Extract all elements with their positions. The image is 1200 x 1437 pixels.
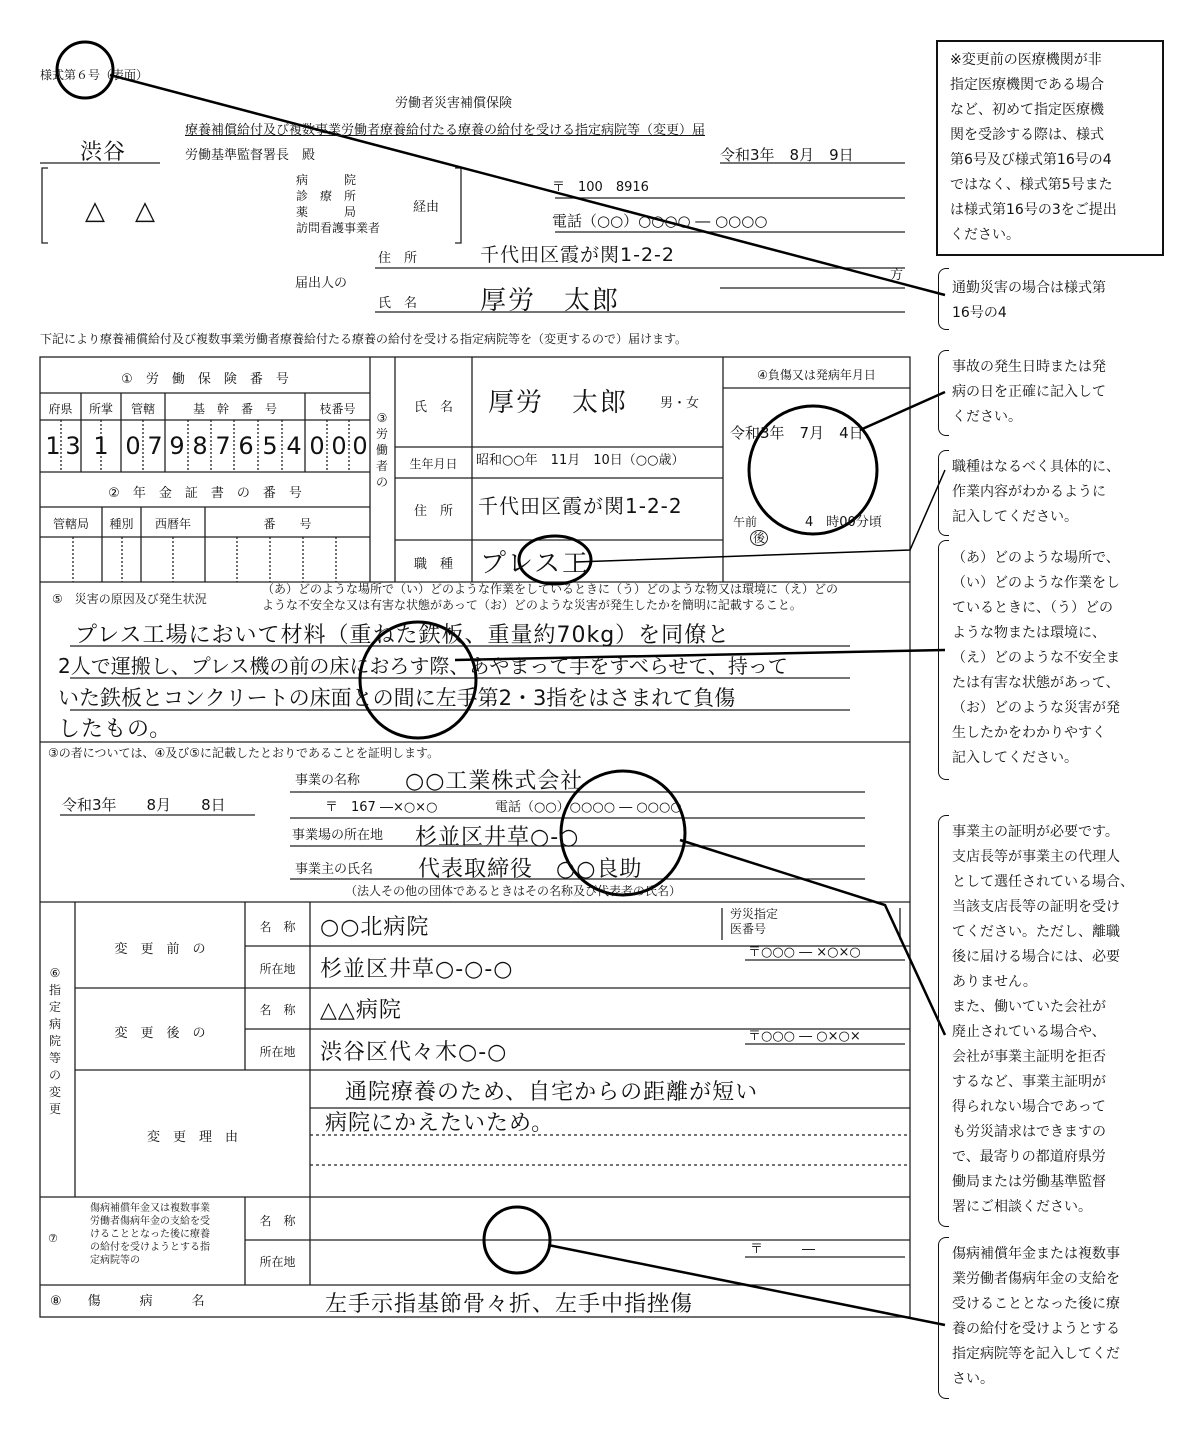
office-label: 労働基準監督署長 殿 bbox=[185, 148, 316, 163]
accident-guide-1: （あ）どのような場所で（い）どのような作業をしているときに（う）どのような物又は環境に（え）どの bbox=[262, 582, 839, 596]
after-hospital-name: △△病院 bbox=[320, 998, 402, 1023]
business-location: 杉並区井草○-○ bbox=[415, 825, 580, 850]
annotation-certificate: 事業主の証明が必要です。 支店長等が事業主の代理人 として選任されている場合、 当該支店長等の証明を受け てください。ただし、離職 後に届ける場合には、必要 ありません。 また、働いていた会社が 廃止されている場合や、 会社が事業主証明を拒否 するなど、事業主証明が 得られない場合であって も労災請求はできますの で、最寄りの都道府県労 働局または労働基準監督 署にご相談ください。 bbox=[952, 824, 1134, 1215]
form-title: 療養補償給付及び複数事業労働者療養給付たる療養の給付を受ける指定病院等（変更）届 bbox=[185, 123, 706, 138]
intro-text: 下記により療養補償給付及び複数事業労働者療養給付たる療養の給付を受ける指定病院等を（変更するので）届けます。 bbox=[40, 332, 688, 346]
col-prefecture: 府県 bbox=[48, 402, 73, 416]
digit: 1 bbox=[45, 432, 61, 460]
owner-name: 代表取締役 ○○良助 bbox=[418, 857, 643, 882]
worker-gender: 男・女 bbox=[660, 396, 700, 411]
business-location-label: 事業場の所在地 bbox=[292, 828, 384, 843]
digit: 8 bbox=[192, 432, 208, 460]
certificate-date: 令和3年 8月 8日 bbox=[62, 796, 226, 814]
reason-label: 変 更 理 由 bbox=[146, 1130, 238, 1145]
worker-job: プレス工 bbox=[480, 549, 591, 579]
digit: 6 bbox=[238, 432, 254, 460]
col-base-number: 基 幹 番 号 bbox=[192, 402, 277, 416]
birth-label: 生年月日 bbox=[409, 457, 458, 471]
annotation-job: 職種はなるべく具体的に、 作業内容がわかるように 記入してください。 bbox=[952, 459, 1120, 525]
before-label: 変 更 前 の bbox=[114, 942, 206, 957]
digit: 3 bbox=[65, 432, 81, 460]
injury-name-label: ⑧ 傷 病 名 bbox=[50, 1294, 205, 1309]
accident-title: ⑤ 災害の原因及び発生状況 bbox=[52, 592, 207, 606]
reason-line-1: 通院療養のため、自宅からの距離が短い bbox=[345, 1080, 759, 1105]
after-hospital-location: 渋谷区代々木○-○ bbox=[320, 1040, 508, 1065]
section7-loc-label: 所在地 bbox=[259, 1255, 296, 1269]
section7-label: ⑦ bbox=[48, 1232, 58, 1245]
digit: 0 bbox=[309, 432, 325, 460]
digit: 0 bbox=[125, 432, 141, 460]
before-name-label: 名 称 bbox=[259, 920, 296, 934]
worker-address: 千代田区霞が関1-2-2 bbox=[478, 494, 683, 518]
applicant-label: 届出人の bbox=[295, 276, 348, 291]
col-type: 種別 bbox=[109, 517, 134, 531]
designated-number-label: 労災指定 医番号 bbox=[730, 907, 779, 936]
annotation-bracket bbox=[938, 350, 949, 436]
annotation-bracket bbox=[938, 450, 949, 536]
section7-desc: 傷病補償年金又は複数事業 労働者傷病年金の支給を受 けることとなった後に療養 の給付を受けようとする指 定病院等の bbox=[90, 1203, 210, 1266]
annotation-designated-note: ※変更前の医療機関が非 指定医療機関である場合 など、初めて指定医療機 関を受診する際は、様式 第6号及び様式第16号の4 ではなく、様式第5号また は様式第16号の3をご提出 ください。 bbox=[936, 40, 1164, 256]
annotation-accident: （あ）どのような場所で、 （い）どのような作業をし ているときに、（う）どの ような物または環境に、 （え）どのような不安全ま たは有害な状態があって、 （お）どのような災害が発 生したかをわかりやすく 記入してください。 bbox=[952, 550, 1120, 766]
annotation-bracket bbox=[938, 540, 949, 780]
worker-name: 厚労 太郎 bbox=[488, 388, 629, 418]
owner-label: 事業主の氏名 bbox=[295, 862, 374, 877]
business-name-label: 事業の名称 bbox=[295, 773, 361, 788]
accident-line-1: プレス工場において材料（重ねた鉄板、重量約70kg）を同僚と bbox=[75, 623, 731, 648]
col-bureau: 管轄局 bbox=[52, 517, 89, 531]
annotation-commute: 通勤災害の場合は様式第 16号の4 bbox=[952, 280, 1106, 321]
name-label: 氏 名 bbox=[378, 296, 418, 311]
annotation-pension-hospital: 傷病補償年金または複数事 業労働者傷病年金の支給を 受けることとなった後に療 養の給付を受けようとする 指定病院等を記入してくだ さい。 bbox=[952, 1246, 1120, 1387]
section7-name-label: 名 称 bbox=[259, 1214, 296, 1228]
address-label: 住 所 bbox=[378, 251, 418, 266]
form-number: 様式第６号（表面） bbox=[40, 68, 149, 82]
accident-line-4: したもの。 bbox=[58, 717, 173, 742]
col-number: 番 号 bbox=[263, 517, 312, 531]
col-office: 管轄 bbox=[130, 402, 155, 416]
applicant-address: 千代田区霞が関1-2-2 bbox=[480, 244, 675, 266]
annotation-bracket bbox=[938, 1237, 949, 1399]
accident-line-2: 2人で運搬し、プレス機の前の床におろす際、あやまって手をすべらせて、持って bbox=[58, 654, 788, 678]
applicant-postal: 〒 100 8916 bbox=[552, 180, 649, 195]
digit: 7 bbox=[147, 432, 163, 460]
worker-section-label: ③労働者の bbox=[375, 411, 388, 489]
col-branch: 枝番号 bbox=[319, 402, 356, 416]
digit: 4 bbox=[286, 432, 302, 460]
labor-insurance-number-title: ① 労 働 保 険 番 号 bbox=[121, 372, 289, 387]
digit: 1 bbox=[93, 432, 109, 460]
applicant-name: 厚労 太郎 bbox=[480, 286, 621, 316]
injury-date-title: ④負傷又は発病年月日 bbox=[757, 368, 876, 382]
before-loc-label: 所在地 bbox=[259, 962, 296, 976]
annotation-injury-date: 事故の発生日時または発 病の日を正確に記入して ください。 bbox=[952, 359, 1106, 425]
before-hospital-location: 杉並区井草○-○-○ bbox=[320, 957, 514, 982]
application-date: 令和3年 8月 9日 bbox=[720, 146, 854, 164]
before-postal: 〒○○○ ― ×○×○ bbox=[748, 945, 861, 960]
pm-label: 後 bbox=[750, 530, 768, 546]
am-label: 午前 bbox=[733, 515, 758, 529]
pension-number-title: ② 年 金 証 書 の 番 号 bbox=[108, 486, 302, 501]
hospital-kinds: 病 院 診 療 所 薬 局 訪問看護事業者 bbox=[296, 173, 381, 235]
owner-note: （法人その他の団体であるときはその名称及び代表者の氏名） bbox=[345, 884, 682, 898]
business-postal: 〒 167 ―×○×○ bbox=[325, 800, 438, 815]
after-loc-label: 所在地 bbox=[259, 1045, 296, 1059]
injury-date: 令和3年 7月 4日 bbox=[730, 424, 864, 442]
job-label: 職 種 bbox=[413, 557, 453, 572]
after-name-label: 名 称 bbox=[259, 1003, 296, 1017]
section7-postal: 〒 ― bbox=[750, 1242, 816, 1257]
office-name: 渋谷 bbox=[80, 140, 127, 165]
digit: 9 bbox=[169, 432, 185, 460]
hospital-name: △ △ bbox=[85, 196, 157, 226]
insurance-title: 労働者災害補償保険 bbox=[395, 96, 513, 111]
annotation-bracket bbox=[938, 815, 949, 1227]
accident-guide-2: ような不安全な又は有害な状態があって（お）どのような災害が発生したかを簡明に記載すること。 bbox=[262, 598, 802, 612]
accident-line-3: いた鉄板とコンクリートの床面との間に左手第2・3指をはさまれて負傷 bbox=[58, 686, 736, 710]
digit: 0 bbox=[331, 432, 347, 460]
reason-line-2: 病院にかえたいため。 bbox=[325, 1111, 555, 1136]
business-name: ○○工業株式会社 bbox=[405, 769, 584, 794]
business-phone: 電話（○○）○○○○ ― ○○○○ bbox=[495, 800, 682, 815]
certificate-statement: ③の者については、④及び⑤に記載したとおりであることを証明します。 bbox=[48, 746, 440, 760]
kata-label: 方 bbox=[890, 268, 904, 283]
col-jurisdiction: 所掌 bbox=[88, 402, 113, 416]
col-year: 西暦年 bbox=[154, 517, 191, 531]
annotation-bracket bbox=[938, 268, 949, 330]
after-label: 変 更 後 の bbox=[114, 1026, 206, 1041]
worker-birth: 昭和○○年 11月 10日（○○歳） bbox=[476, 453, 685, 468]
via-label: 経由 bbox=[413, 200, 440, 215]
hospital-change-label: ⑥指定病院等の変更 bbox=[48, 966, 61, 1116]
digit: 5 bbox=[262, 432, 278, 460]
injury-name: 左手示指基節骨々折、左手中指挫傷 bbox=[325, 1292, 694, 1317]
after-postal: 〒○○○ ― ○×○× bbox=[748, 1029, 861, 1044]
worker-name-label: 氏 名 bbox=[413, 400, 453, 415]
worker-address-label: 住 所 bbox=[413, 504, 453, 519]
before-hospital-name: ○○北病院 bbox=[320, 915, 430, 940]
applicant-phone: 電話（○○）○○○○ ― ○○○○ bbox=[552, 212, 768, 230]
injury-time: 4 時00分頃 bbox=[805, 515, 882, 530]
digit: 0 bbox=[352, 432, 368, 460]
digit: 7 bbox=[215, 432, 231, 460]
